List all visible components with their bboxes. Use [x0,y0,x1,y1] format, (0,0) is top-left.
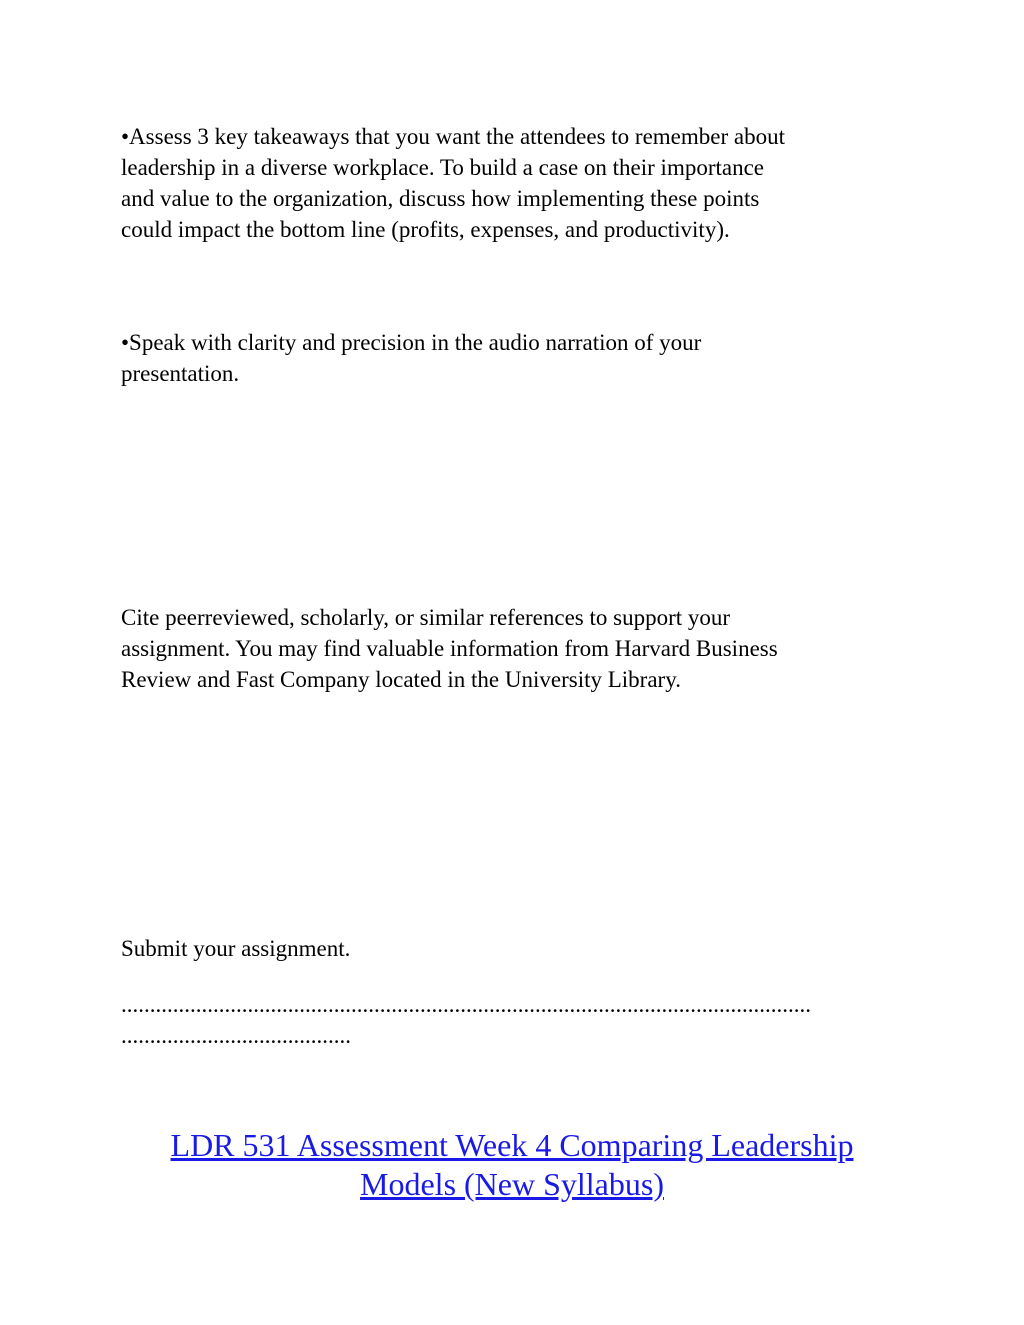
paragraph-line: Review and Fast Company located in the University Library. [121,667,681,692]
next-document-link[interactable] [0,1126,1024,1204]
takeaways-paragraph [121,121,911,245]
paragraph-line: could impact the bottom line (profits, expenses, and productivity). [121,217,730,242]
link-line[interactable]: Models (New Syllabus) [360,1166,664,1202]
paragraph-line: assignment. You may find valuable information from Harvard Business [121,636,778,661]
separator-line: ........................................................................................................................ [121,992,811,1017]
narration-paragraph [121,327,911,389]
next-document-link-block [0,1126,1024,1204]
paragraph-line: •Assess 3 key takeaways that you want the attendees to remember about [121,124,785,149]
paragraph-line: and value to the organization, discuss how implementing these points [121,186,760,211]
paragraph-line: •Speak with clarity and precision in the audio narration of your [121,330,702,355]
submit-instruction [121,933,911,964]
paragraph-line: presentation. [121,361,240,386]
separator-line: ........................................ [121,1023,351,1048]
paragraph-line: Submit your assignment. [121,936,351,961]
dotted-separator [121,989,911,1051]
references-paragraph [121,602,911,695]
link-line[interactable]: LDR 531 Assessment Week 4 Comparing Leadership [170,1127,854,1163]
paragraph-line: Cite peerreviewed, scholarly, or similar references to support your [121,605,731,630]
paragraph-line: leadership in a diverse workplace. To build a case on their importance [121,155,765,180]
